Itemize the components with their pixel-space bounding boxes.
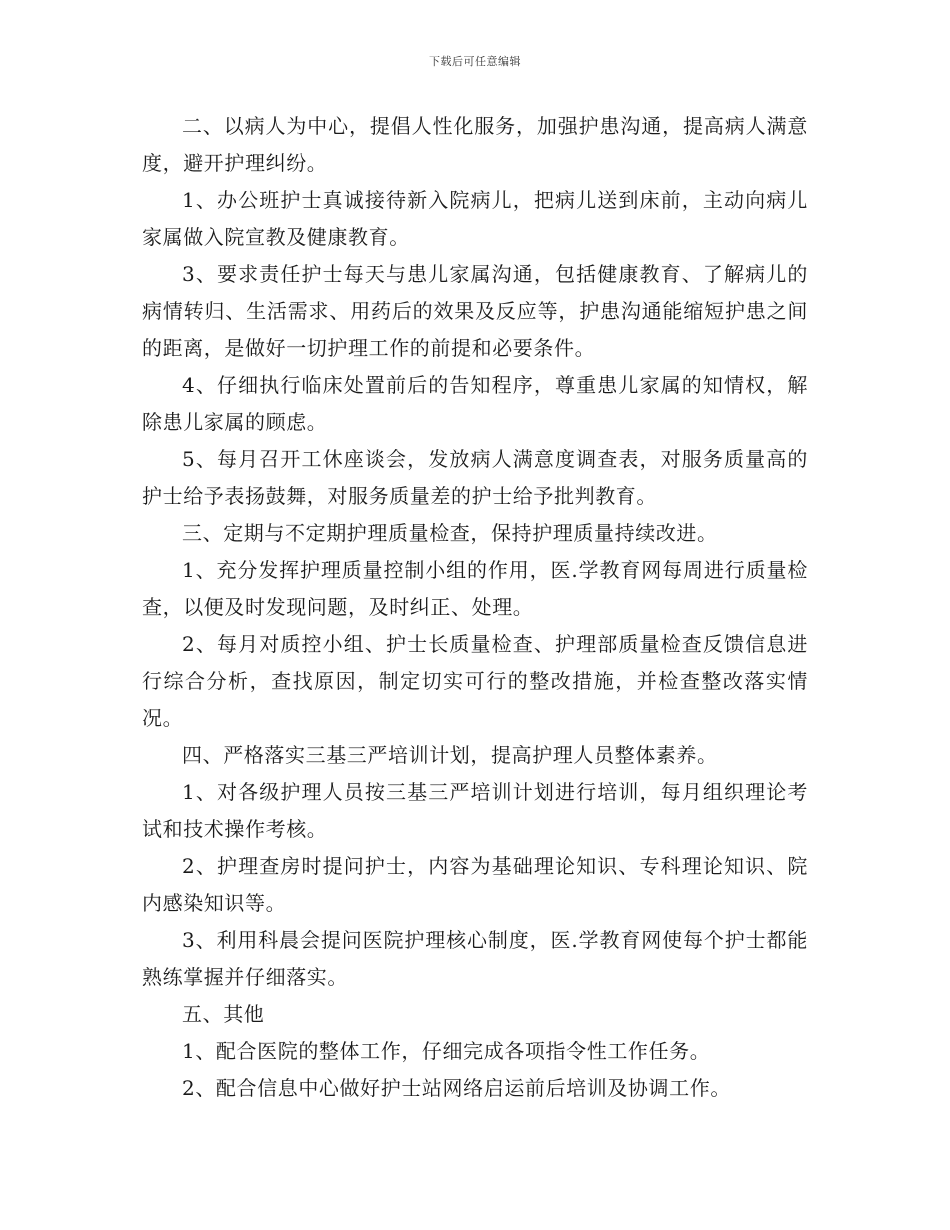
page-header: 下载后可任意编辑 — [429, 55, 521, 68]
paragraph: 3、利用科晨会提问医院护理核心制度，医.学教育网使每个护士都能熟练掌握并仔细落实。 — [142, 928, 808, 989]
paragraph: 5、每月召开工休座谈会，发放病人满意度调查表，对服务质量高的护士给予表扬鼓舞，对服务质量差的护士给予批判教育。 — [142, 447, 808, 508]
section-heading-3: 三、定期与不定期护理质量检查，保持护理质量持续改进。 — [182, 521, 718, 545]
section-heading-5: 五、其他 — [182, 1002, 265, 1026]
paragraph: 2、配合信息中心做好护士站网络启运前后培训及协调工作。 — [182, 1076, 731, 1100]
section-heading-2: 二、以病人为中心，提倡人性化服务，加强护患沟通，提高病人满意度，避开护理纠纷。 — [142, 114, 808, 175]
paragraph: 2、护理查房时提问护士，内容为基础理论知识、专科理论知识、院内感染知识等。 — [142, 854, 808, 915]
paragraph: 1、办公班护士真诚接待新入院病儿，把病儿送到床前，主动向病儿家属做入院宣教及健康教育。 — [142, 188, 808, 249]
section-heading-4: 四、严格落实三基三严培训计划，提高护理人员整体素养。 — [182, 743, 718, 767]
document-body — [142, 108, 808, 1107]
paragraph: 4、仔细执行临床处置前后的告知程序，尊重患儿家属的知情权，解除患儿家属的顾虑。 — [142, 373, 808, 434]
paragraph: 2、每月对质控小组、护士长质量检查、护理部质量检查反馈信息进行综合分析，查找原因，制定切实可行的整改措施，并检查整改落实情况。 — [142, 632, 808, 730]
paragraph: 1、充分发挥护理质量控制小组的作用，医.学教育网每周进行质量检查，以便及时发现问题，及时纠正、处理。 — [142, 558, 808, 619]
paragraph: 1、对各级护理人员按三基三严培训计划进行培训，每月组织理论考试和技术操作考核。 — [142, 780, 808, 841]
paragraph: 3、要求责任护士每天与患儿家属沟通，包括健康教育、了解病儿的病情转归、生活需求、用药后的效果及反应等，护患沟通能缩短护患之间的距离，是做好一切护理工作的前提和必要条件。 — [142, 262, 808, 360]
paragraph: 1、配合医院的整体工作，仔细完成各项指令性工作任务。 — [182, 1039, 711, 1063]
